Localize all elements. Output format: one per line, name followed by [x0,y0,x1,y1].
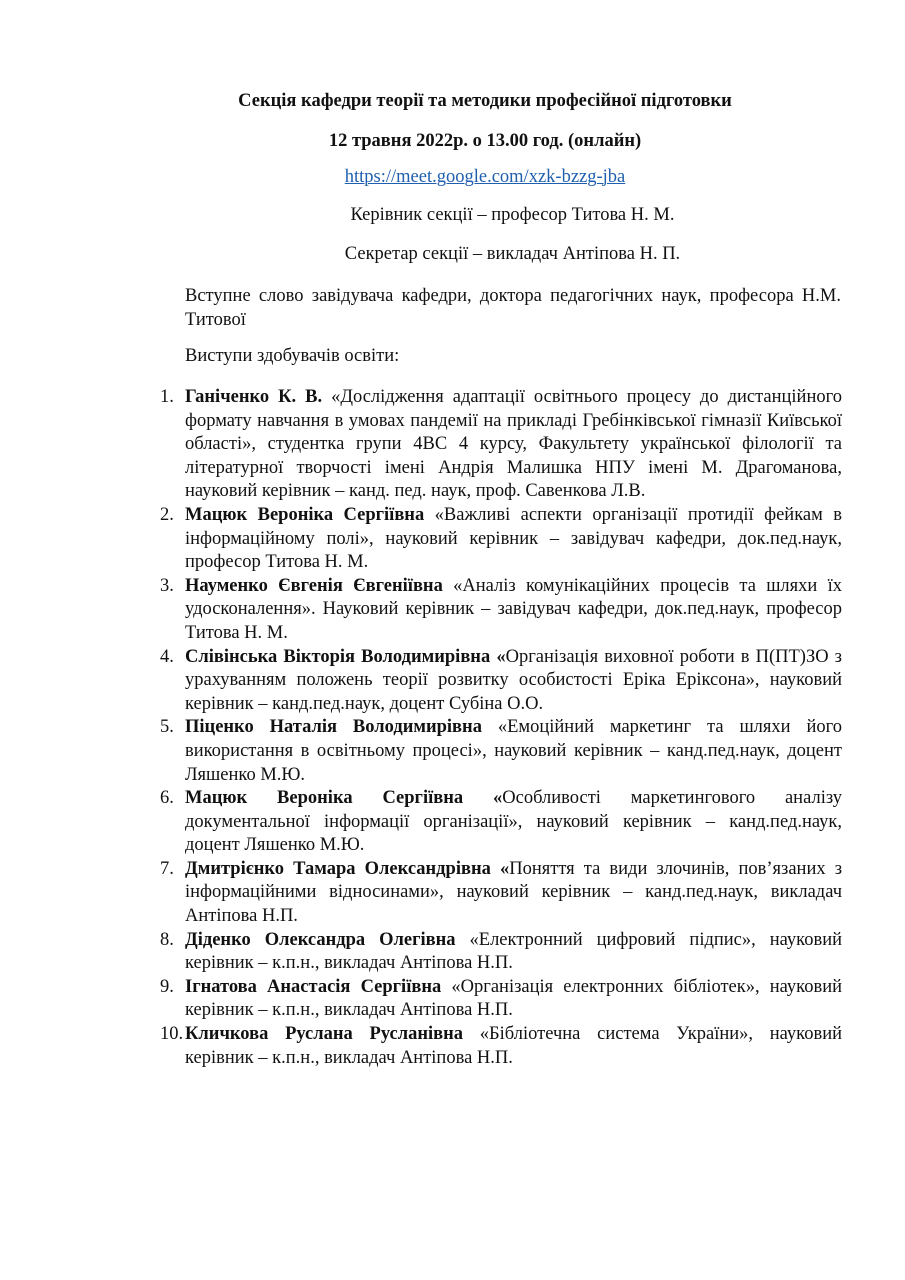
talk-description: «Дослідження адаптації освітнього процесу до дистанційного формату навчання в умовах пандемії на прикладі Гребінківської гімназії Київської області», студентка групи 4ВС 4 курсу, Факультету української філології та літературної творчості імені Андрія Малишка НПУ імені М. Драгоманова, науковий керівник – канд. пед. наук, проф. Савенкова Л.В. [185,387,842,502]
speaker-name: Мацюк Вероніка Сергіївна [185,504,425,525]
list-item [160,976,842,1023]
speaker-name: Кличкова Руслана Русланівна [185,1024,464,1045]
talk-description: «Бібліотечна система України», науковий керівник – к.п.н., викладач Антіпова Н.П. [185,1024,842,1068]
item-number: 9. [160,976,174,997]
list-item [160,1023,842,1070]
talks-list [160,386,842,1070]
opening-remarks: Вступне слово завідувача кафедри, доктора педагогічних наук, професора Н.М. Титової [185,286,841,330]
list-item [160,575,842,646]
talk-description: Особливості маркетингового аналізу документальної інформації організації», науковий керівник – канд.пед.наук, доцент Ляшенко М.Ю. [185,788,843,856]
speaker-name: Ганіченко К. В. [185,387,323,407]
speaker-name: Піценко Наталія Володимирівна [185,717,482,738]
item-number: 6. [160,788,174,809]
item-number: 8. [160,929,174,950]
item-number: 1. [160,387,174,407]
talk-description: «Емоційний маркетинг та шляхи його використання в освітньому процесі», науковий керівник – канд.пед.наук, доцент Ляшенко М.Ю. [185,717,842,785]
list-item [160,386,842,504]
item-number: 7. [160,858,174,879]
meeting-link-line [0,165,905,189]
speaker-name: Слівінська Вікторія Володимирівна « [185,646,506,667]
item-number: 4. [160,646,174,667]
item-number: 2. [160,504,174,525]
item-number: 5. [160,717,174,738]
speakers-heading: Виступи здобувачів освіти: [185,346,400,366]
talk-description: «Електронний цифровий підпис», науковий керівник – к.п.н., викладач Антіпова Н.П. [185,929,842,974]
speaker-name: Мацюк Вероніка Сергіївна « [185,788,503,809]
section-title: Секція кафедри теорії та методики професійної підготовки [238,91,732,111]
speaker-name: Ігнатова Анастасія Сергіївна [185,976,442,997]
list-item [160,646,842,717]
talk-description: «Аналіз комунікаційних процесів та шляхи їх удосконалення». Науковий керівник – завідувач кафедри, док.пед.наук, професор Титова Н. М. [185,575,842,643]
meeting-link[interactable]: https://meet.google.com/xzk-bzzg-jba [344,167,626,187]
speaker-name: Дмитрієнко Тамара Олександрівна « [185,858,510,879]
session-date: 12 травня 2022р. о 13.00 год. (онлайн) [328,131,642,151]
speaker-name: Науменко Євгенія Євгеніївна [185,575,443,596]
section-secretary: Секретар секції – викладач Антіпова Н. П. [344,244,681,264]
talk-description: «Організація електронних бібліотек», науковий керівник – к.п.н., викладач Антіпова Н.П. [185,976,842,1021]
talk-description: Організація виховної роботи в П(ПТ)ЗО з урахуванням положень теорії розвитку особистості Еріка Еріксона», науковий керівник – канд.пед.наук, доцент Субіна О.О. [185,646,842,714]
list-item [160,929,842,976]
item-number: 10. [160,1024,184,1045]
list-item [160,858,842,929]
item-number: 3. [160,575,174,596]
section-head: Керівник секції – професор Титова Н. М. [350,205,675,225]
talk-description: Поняття та види злочинів, пов’язаних з інформаційними відносинами», науковий керівник – канд.пед.наук, викладач Антіпова Н.П. [185,858,843,927]
speaker-name: Діденко Олександра Олегівна [185,929,456,950]
talk-description: «Важливі аспекти організації протидії фейкам в інформаційному полі», науковий керівник – завідувач кафедри, док.пед.наук, професор Титова Н. М. [185,504,842,573]
list-item [160,504,842,575]
list-item [160,787,842,858]
list-item [160,716,842,787]
